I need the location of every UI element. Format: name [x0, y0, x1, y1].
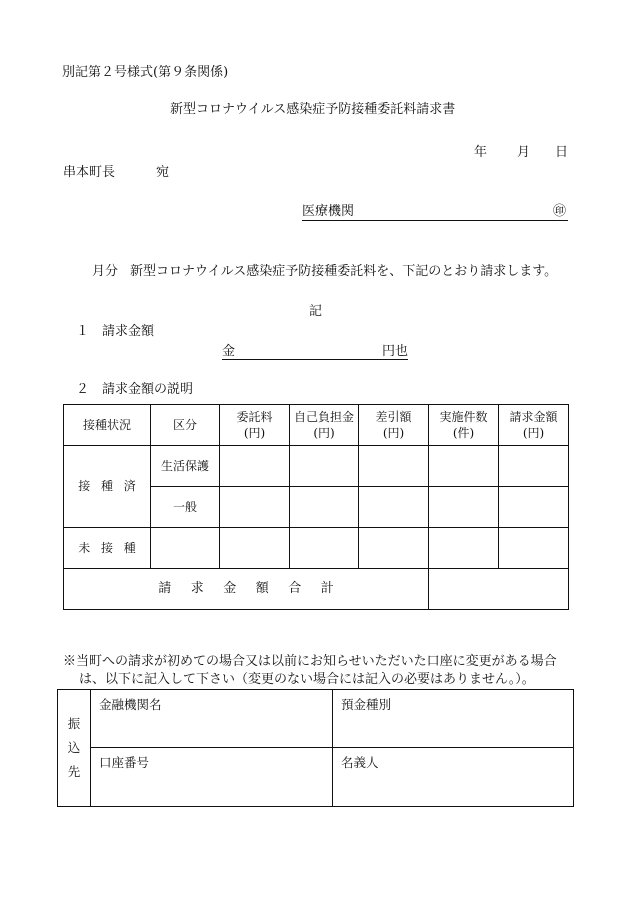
header-fee-unit: (円): [243, 426, 266, 440]
table-cell[interactable]: [499, 446, 569, 487]
account-holder-label: 名義人: [341, 755, 379, 770]
header-claim-unit: (円): [522, 426, 545, 440]
date-year-label: 年: [474, 145, 488, 160]
table-cell[interactable]: [499, 528, 569, 569]
table-cell[interactable]: [499, 487, 569, 528]
table-cell[interactable]: [220, 528, 290, 569]
header-copay: [290, 405, 359, 446]
transfer-destination-label: [58, 690, 91, 807]
vaccinated-label: 接種済: [78, 479, 147, 494]
ki-label: 記: [309, 304, 323, 319]
table-cell[interactable]: [220, 487, 290, 528]
header-claim: [499, 405, 569, 446]
deposit-type-label: 預金種別: [341, 697, 392, 712]
unvaccinated-label: 未接種: [78, 540, 147, 555]
header-copay-label: 自己負担金: [293, 409, 354, 424]
vaccinated-cell: [64, 446, 151, 528]
date-month-label: 月: [517, 145, 531, 160]
bank-row: [58, 690, 574, 748]
fee-breakdown-table: [63, 404, 569, 610]
account-number-field[interactable]: [91, 748, 333, 807]
table-cell[interactable]: [429, 446, 499, 487]
section1-heading: １ 請求金額: [76, 324, 155, 339]
header-claim-label: 請求金額: [509, 409, 558, 424]
financial-institution-label: 金融機関名: [99, 697, 162, 712]
addressee: 串本町長: [63, 165, 116, 180]
table-row: [64, 446, 569, 487]
note-line-1: ※当町への請求が初めての場合又は以前にお知らせいただいた口座に変更がある場合: [63, 654, 557, 669]
bank-row: [58, 748, 574, 807]
transfer-char-2: 込: [67, 740, 81, 756]
transfer-char-1: 振: [67, 716, 81, 732]
seal-mark: ㊞: [553, 204, 567, 219]
header-count-unit: (件): [452, 426, 475, 440]
header-diff-unit: (円): [382, 426, 405, 440]
total-amount-cell[interactable]: [429, 569, 569, 610]
header-diff: [359, 405, 429, 446]
total-row: [64, 569, 569, 610]
table-header-row: [64, 405, 569, 446]
table-cell[interactable]: [151, 528, 220, 569]
addressee-suffix: 宛: [156, 165, 170, 180]
table-cell[interactable]: [220, 446, 290, 487]
table-cell[interactable]: [290, 528, 359, 569]
date-day-label: 日: [555, 145, 569, 160]
header-fee: [220, 405, 290, 446]
total-label-cell: [64, 569, 429, 610]
table-cell[interactable]: [359, 487, 429, 528]
bank-account-table: [57, 689, 574, 807]
note-line-2: は、以下に記入して下さい（変更のない場合には記入の必要はありません。）。: [79, 672, 535, 687]
institution-underline: [302, 220, 568, 221]
table-cell[interactable]: [290, 487, 359, 528]
month-label: 月分: [92, 264, 119, 279]
welfare-label: 生活保護: [151, 446, 220, 487]
section2-heading: ２ 請求金額の説明: [76, 382, 194, 397]
financial-institution-field[interactable]: [91, 690, 333, 748]
institution-label: 医療機関: [302, 204, 355, 219]
document-title: 新型コロナウイルス感染症予防接種委託料請求書: [170, 102, 456, 117]
claim-statement: 新型コロナウイルス感染症予防接種委託料を、下記のとおり請求します。: [130, 264, 558, 279]
header-diff-label: 差引額: [375, 409, 412, 424]
table-cell[interactable]: [290, 446, 359, 487]
deposit-type-field[interactable]: [333, 690, 574, 748]
table-cell[interactable]: [359, 528, 429, 569]
table-cell[interactable]: [429, 487, 499, 528]
general-label: 一般: [151, 487, 220, 528]
header-category: 区分: [151, 405, 220, 446]
header-count-label: 実施件数: [439, 409, 488, 424]
header-fee-label: 委託料: [236, 409, 273, 424]
header-count: [429, 405, 499, 446]
form-number: 別記第２号様式(第９条関係): [62, 65, 229, 80]
unvaccinated-cell: [64, 528, 151, 569]
account-holder-field[interactable]: [333, 748, 574, 807]
transfer-char-3: 先: [67, 763, 81, 779]
total-label: 請求金額合計: [158, 581, 354, 597]
amount-kin: 金: [222, 344, 236, 359]
header-status: 接種状況: [64, 405, 151, 446]
table-cell[interactable]: [429, 528, 499, 569]
amount-yen-nari: 円也: [382, 344, 409, 359]
amount-underline: [222, 359, 408, 360]
header-copay-unit: (円): [313, 426, 335, 440]
table-cell[interactable]: [359, 446, 429, 487]
account-number-label: 口座番号: [99, 755, 150, 770]
table-row: [64, 528, 569, 569]
